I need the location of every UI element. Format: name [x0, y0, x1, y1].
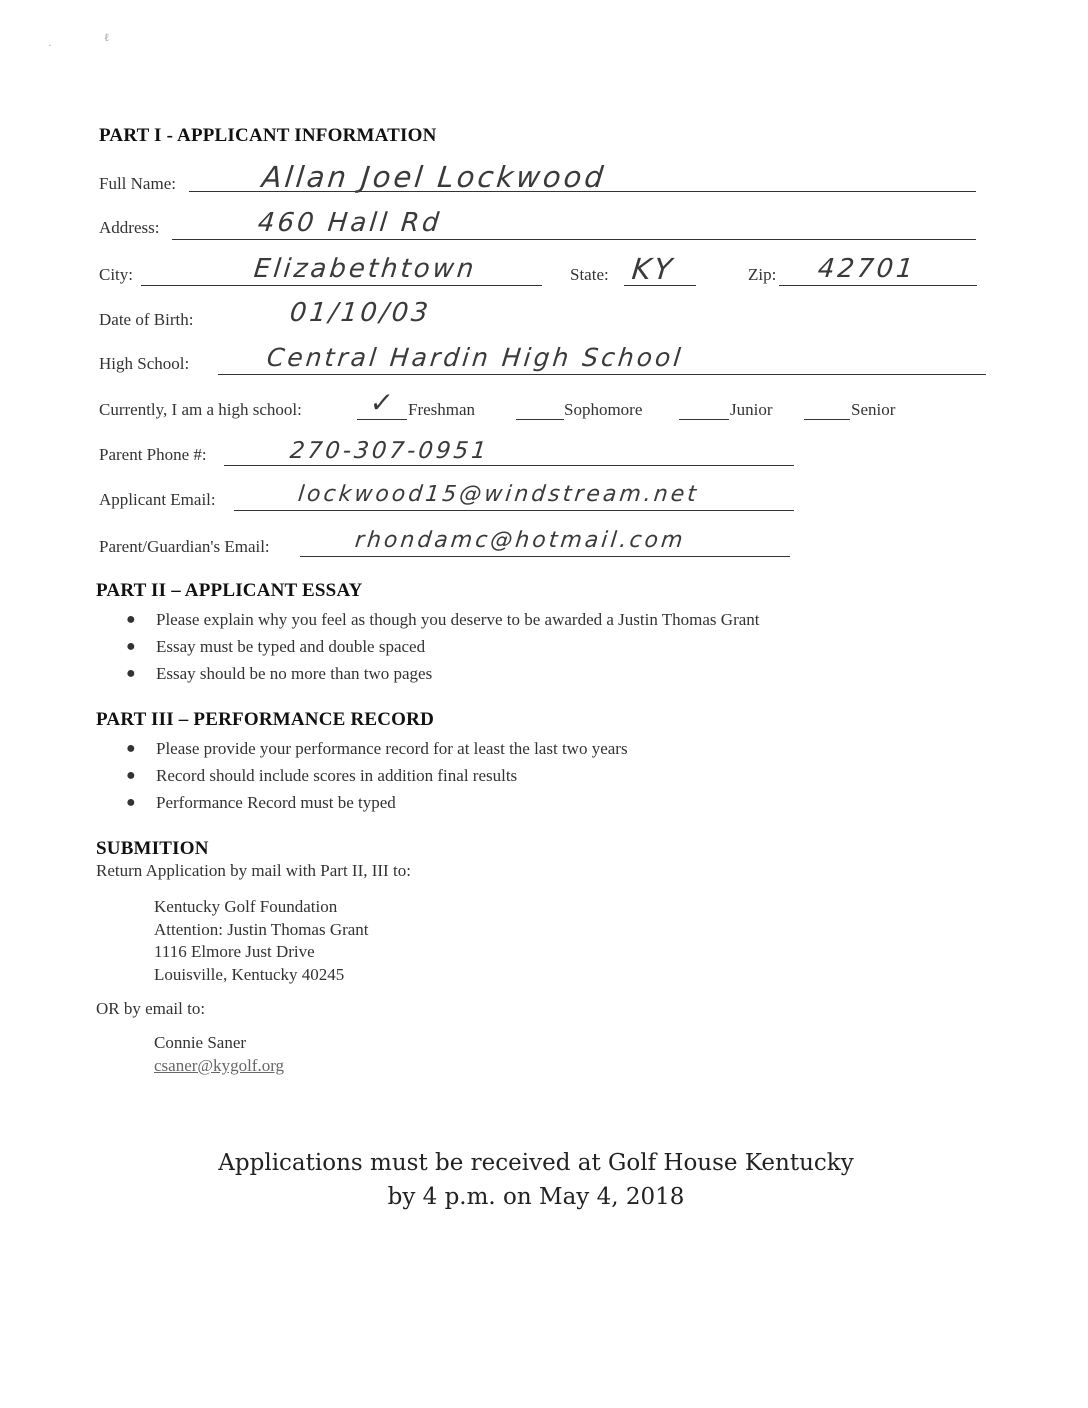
high-school-line — [218, 374, 986, 375]
grade-sophomore-line[interactable] — [516, 419, 564, 420]
grade-option-freshman: Freshman — [408, 400, 476, 419]
contact-email-link[interactable]: csaner@kygolf.org — [154, 1056, 285, 1075]
zip-field[interactable]: 42701 — [816, 254, 918, 284]
state-label: State: — [570, 265, 609, 284]
zip-line — [779, 285, 977, 286]
list-item: ● Please explain why you feel as though you deserve to be awarded a Justin Thomas Grant — [126, 610, 760, 629]
contact-name: Connie Saner — [154, 1033, 247, 1052]
parent-email-label: Parent/Guardian's Email: — [99, 537, 270, 556]
full-name-field[interactable]: Allan Joel Lockwood — [260, 160, 608, 194]
submission-intro: Return Application by mail with Part II, III to: — [96, 861, 411, 880]
state-field[interactable]: KY — [630, 252, 677, 286]
address-field[interactable]: 460 Hall Rd — [256, 208, 444, 238]
list-item: ● Essay should be no more than two pages — [126, 664, 433, 683]
grade-option-sophomore: Sophomore — [564, 400, 643, 419]
list-item: ● Please provide your performance record for at least the last two years — [126, 739, 628, 758]
grade-check-mark[interactable]: ✓ — [368, 386, 399, 419]
parent-email-field[interactable]: rhondamc@hotmail.com — [353, 528, 687, 553]
grade-option-junior: Junior — [730, 400, 773, 419]
part2-bullet-list — [126, 606, 760, 687]
applicant-email-line — [234, 510, 794, 511]
address-label: Address: — [99, 218, 160, 237]
dob-field[interactable]: 01/10/03 — [288, 298, 433, 328]
scan-speck: · — [48, 40, 52, 52]
part3-heading: PART III – PERFORMANCE RECORD — [96, 709, 434, 730]
list-item: ● Performance Record must be typed — [126, 793, 396, 812]
deadline-notice — [0, 1146, 1072, 1214]
zip-label: Zip: — [748, 265, 777, 284]
parent-phone-field[interactable]: 270-307-0951 — [288, 438, 491, 464]
part3-bullet-list — [126, 735, 628, 816]
address-line: Kentucky Golf Foundation — [154, 897, 338, 916]
grade-option-senior: Senior — [851, 400, 896, 419]
list-item: ● Record should include scores in addition final results — [126, 766, 518, 785]
grade-senior-line[interactable] — [804, 419, 850, 420]
deadline-line-1: Applications must be received at Golf House Kentucky — [218, 1150, 854, 1176]
address-line: Louisville, Kentucky 40245 — [154, 964, 345, 984]
applicant-email-field[interactable]: lockwood15@windstream.net — [296, 482, 701, 507]
mailing-address — [154, 896, 369, 986]
high-school-label: High School: — [99, 354, 190, 373]
part1-heading: PART I - APPLICANT INFORMATION — [99, 125, 437, 146]
parent-email-line — [300, 556, 790, 557]
address-line: Attention: Justin Thomas Grant — [154, 919, 369, 939]
scan-speck: ℓ — [104, 32, 110, 44]
grade-label: Currently, I am a high school: — [99, 400, 302, 419]
grade-junior-line[interactable] — [679, 419, 729, 420]
address-line — [172, 239, 976, 240]
list-item: ● Essay must be typed and double spaced — [126, 637, 426, 656]
submission-heading: SUBMITION — [96, 838, 209, 859]
city-field[interactable]: Elizabethtown — [252, 254, 479, 284]
part2-heading: PART II – APPLICANT ESSAY — [96, 580, 363, 601]
applicant-email-label: Applicant Email: — [99, 490, 216, 509]
parent-phone-label: Parent Phone #: — [99, 445, 207, 464]
dob-label: Date of Birth: — [99, 310, 194, 329]
full-name-label: Full Name: — [99, 174, 176, 193]
parent-phone-line — [224, 465, 794, 466]
grade-freshman-line — [357, 419, 407, 420]
address-line: 1116 Elmore Just Drive — [154, 942, 315, 961]
city-line — [141, 285, 542, 286]
city-label: City: — [99, 265, 134, 284]
high-school-field[interactable]: Central Hardin High School — [265, 343, 685, 372]
or-email-text: OR by email to: — [96, 999, 206, 1018]
deadline-line-2: by 4 p.m. on May 4, 2018 — [387, 1184, 685, 1210]
